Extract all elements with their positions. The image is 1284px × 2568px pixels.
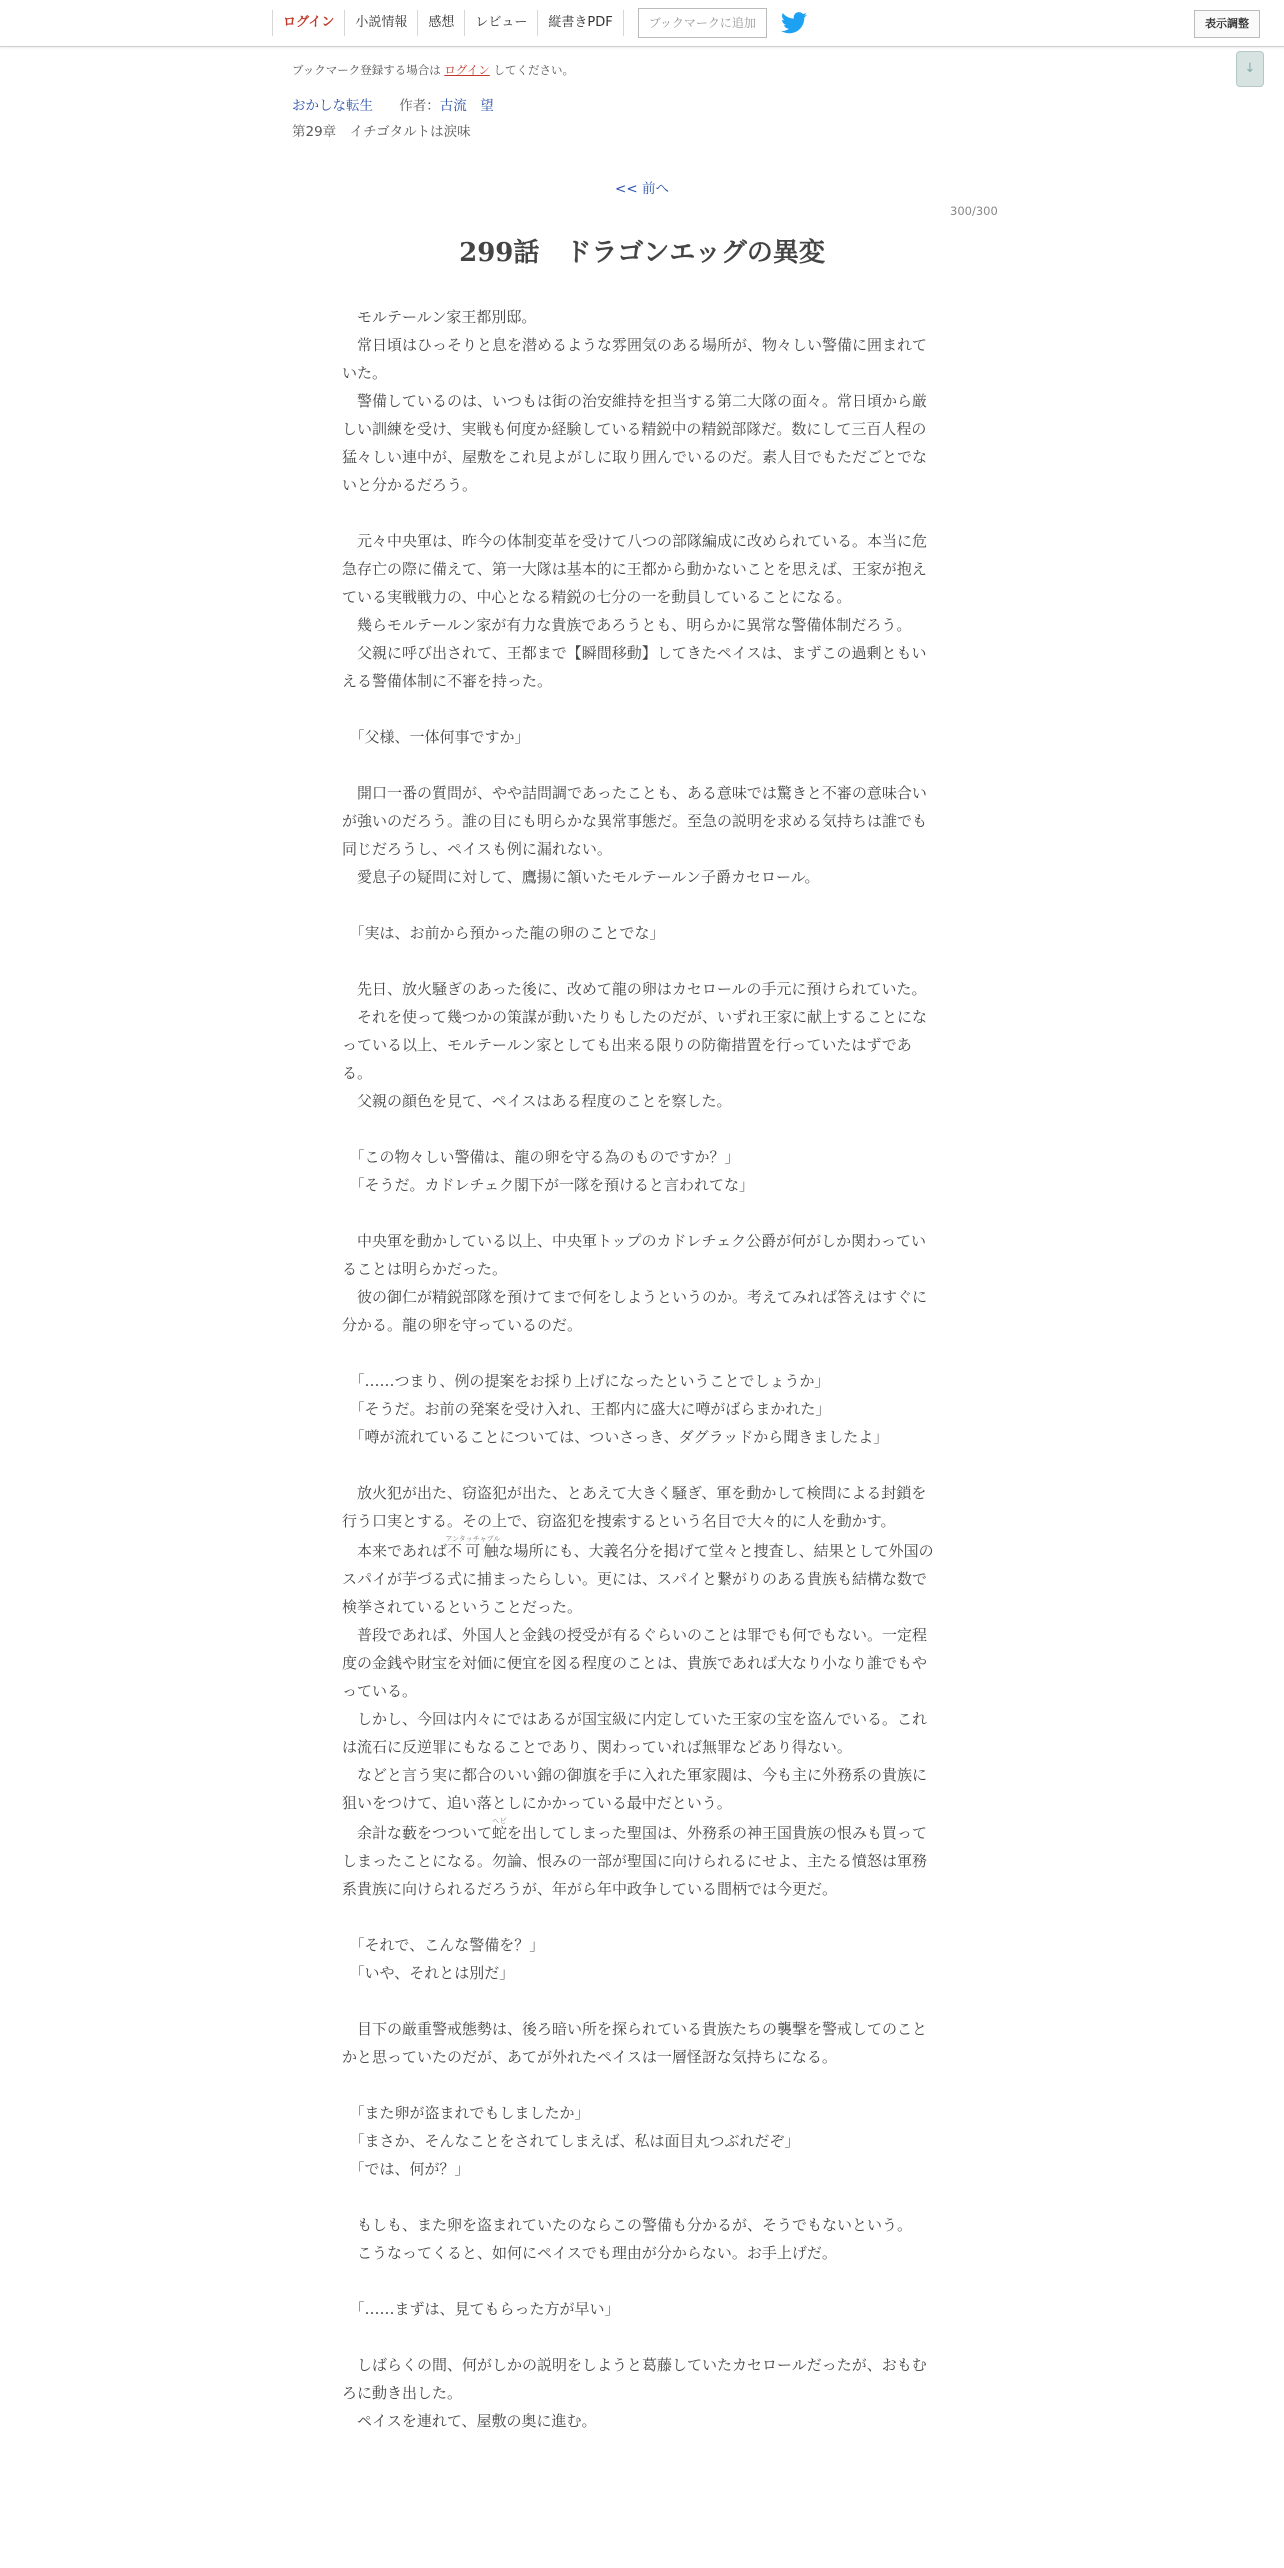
body-paragraph: 「……つまり、例の提案をお採り上げになったということでしょうか」 bbox=[342, 1372, 830, 1390]
body-paragraph: モルテールン家王都別邸。 bbox=[342, 308, 537, 326]
blank-line bbox=[342, 1451, 936, 1479]
ruby-base: 不可触 bbox=[445, 1542, 501, 1560]
body-paragraph bbox=[342, 1535, 936, 1621]
ruby-paragraph-pre: 本来であれば bbox=[342, 1542, 448, 1560]
novel-info bbox=[292, 62, 1012, 140]
body-paragraph: しかし、今回は内々にではあるが国宝級に内定していた王家の宝を盗んでいる。これは流石に反逆罪にもなることであり、関わっていれば無罪などあり得ない。 bbox=[342, 1710, 928, 1756]
prev-page-link[interactable]: << 前へ bbox=[615, 181, 669, 197]
body-paragraph: 「噂が流れていることについては、ついさっき、ダグラッドから聞きましたよ」 bbox=[342, 1428, 889, 1446]
series-title-link[interactable]: おかしな転生 bbox=[292, 98, 373, 114]
body-paragraph: 「まさか、そんなことをされてしまえば、私は面目丸つぶれだぞ」 bbox=[342, 2132, 800, 2150]
ruby-paragraph-post: を出してしまった聖国は、外務系の神王国貴族の恨みも買ってしまったことになる。勿論、恨みの一部が聖国に向けられるにせよ、主たる憤怒は軍務系貴族に向けられるだろうが、年がら年中政争している間柄では今更だ。 bbox=[342, 1824, 928, 1898]
login-link[interactable]: ログイン bbox=[444, 63, 490, 77]
body-paragraph: 中央軍を動かしている以上、中央軍トップのカドレチェク公爵が何がしか関わっていることは明らかだった。 bbox=[342, 1232, 926, 1278]
blank-line bbox=[342, 499, 936, 527]
body-paragraph: 先日、放火騒ぎのあった後に、改めて龍の卵はカセロールの手元に預けられていた。 bbox=[342, 980, 927, 998]
add-bookmark-button[interactable]: ブックマークに追加 bbox=[638, 8, 767, 38]
blank-line bbox=[342, 2267, 936, 2295]
body-paragraph: 「また卵が盗まれでもしましたか」 bbox=[342, 2104, 590, 2122]
body-paragraph: 「……まずは、見てもらった方が早い」 bbox=[342, 2300, 620, 2318]
ruby-paragraph-pre: 余計な藪をつついて bbox=[342, 1824, 493, 1842]
blank-line bbox=[342, 1199, 936, 1227]
ruby-base: 蛇 bbox=[492, 1824, 508, 1842]
ruby-annotation bbox=[445, 1535, 501, 1560]
nav-novel-info[interactable]: 小説情報 bbox=[344, 10, 417, 36]
body-paragraph: 「この物々しい警備は、龍の卵を守る為のものですか？」 bbox=[342, 1148, 740, 1166]
novel-body bbox=[342, 303, 936, 2435]
body-paragraph: 常日頃はひっそりと息を潜めるような雰囲気のある場所が、物々しい警備に囲まれていた。 bbox=[342, 336, 928, 382]
blank-line bbox=[342, 1115, 936, 1143]
body-paragraph: 父親の顔色を見て、ペイスはある程度のことを察した。 bbox=[342, 1092, 732, 1110]
body-paragraph: 放火犯が出た、窃盗犯が出た、とあえて大きく騒ぎ、軍を動かして検問による封鎖を行う口実とする。その上で、窃盗犯を捜索するという名目で大々的に人を動かす。 bbox=[342, 1484, 927, 1530]
author-link[interactable]: 古流 望 bbox=[439, 98, 494, 114]
body-paragraph: 「実は、お前から預かった龍の卵のことでな」 bbox=[342, 924, 665, 942]
blank-line bbox=[342, 751, 936, 779]
body-paragraph: ペイスを連れて、屋敷の奥に進む。 bbox=[342, 2412, 597, 2430]
ruby-paragraph-post: な場所にも、大義名分を掲げて堂々と捜査し、結果として外国のスパイが芋づる式に捕まったらしい。更には、スパイと繋がりのある貴族も結構な数で検挙されているということだった。 bbox=[342, 1542, 934, 1616]
body-paragraph: それを使って幾つかの策謀が動いたりもしたのだが、いずれ王家に献上することになっている以上、モルテールン家としても出来る限りの防衛措置を行っていたはずである。 bbox=[342, 1008, 928, 1082]
body-paragraph: 父親に呼び出されて、王都まで【瞬間移動】してきたペイスは、まずこの過剰ともいえる警備体制に不審を持った。 bbox=[342, 644, 927, 690]
body-paragraph: しばらくの間、何がしかの説明をしようと葛藤していたカセロールだったが、おもむろに動き出した。 bbox=[342, 2356, 927, 2402]
login-note-post: してください。 bbox=[493, 63, 574, 77]
body-paragraph: 元々中央軍は、昨今の体制変革を受けて八つの部隊編成に改められている。本当に危急存亡の際に備えて、第一大隊は基本的に王都から動かないことを思えば、王家が抱えている実戦戦力の、中心となる精鋭の七分の一を動員していることになる。 bbox=[342, 532, 928, 606]
blank-line bbox=[342, 1903, 936, 1931]
body-paragraph: 目下の厳重警戒態勢は、後ろ暗い所を探られている貴族たちの襲撃を警戒してのことかと思っていたのだが、あてが外れたペイスは一層怪訝な気持ちになる。 bbox=[342, 2020, 928, 2066]
chapter-title: 第29章 イチゴタルトは涙味 bbox=[292, 124, 471, 140]
nav-login[interactable]: ログイン bbox=[272, 10, 344, 36]
blank-line bbox=[342, 891, 936, 919]
ruby-reading: アンタッチャブル bbox=[445, 1535, 501, 1543]
body-paragraph: 普段であれば、外国人と金銭の授受が有るぐらいのことは罪でも何でもない。一定程度の金銭や財宝を対価に便宜を図る程度のことは、貴族であれば大なり小なり誰でもやっている。 bbox=[342, 1626, 928, 1700]
display-settings-button[interactable]: 表示調整 bbox=[1194, 10, 1260, 38]
ruby-annotation bbox=[492, 1817, 508, 1842]
body-paragraph: もしも、また卵を盗まれていたのならこの警備も分かるが、そうでもないという。 bbox=[342, 2216, 913, 2234]
series-line bbox=[292, 94, 1012, 114]
blank-line bbox=[342, 695, 936, 723]
blank-line bbox=[342, 2183, 936, 2211]
blank-line bbox=[342, 2323, 936, 2351]
login-note-pre: ブックマーク登録する場合は bbox=[292, 63, 441, 77]
blank-line bbox=[342, 947, 936, 975]
nav-review[interactable]: レビュー bbox=[464, 10, 537, 36]
body-paragraph: 「いや、それとは別だ」 bbox=[342, 1964, 515, 1982]
top-navbar bbox=[0, 0, 1284, 47]
body-paragraph: 「そうだ。お前の発案を受け入れ、王都内に盛大に噂がばらまかれた」 bbox=[342, 1400, 831, 1418]
body-paragraph: 「では、何が？」 bbox=[342, 2160, 470, 2178]
blank-line bbox=[342, 1339, 936, 1367]
blank-line bbox=[342, 1987, 936, 2015]
ruby-reading: ヘビ bbox=[492, 1817, 508, 1825]
body-paragraph: 彼の御仁が精鋭部隊を預けてまで何をしようというのか。考えてみれば答えはすぐに分かる。龍の卵を守っているのだ。 bbox=[342, 1288, 928, 1334]
body-paragraph: 「そうだ。カドレチェク閣下が一隊を預けると言われてな」 bbox=[342, 1176, 755, 1194]
header-nav bbox=[272, 0, 807, 46]
nav-vertical-pdf[interactable]: 縦書きPDF bbox=[537, 10, 623, 36]
twitter-bird-icon[interactable] bbox=[781, 12, 807, 34]
scroll-down-button[interactable]: ↓ bbox=[1236, 51, 1264, 87]
body-paragraph: 幾らモルテールン家が有力な貴族であろうとも、明らかに異常な警備体制だろう。 bbox=[342, 616, 912, 634]
body-paragraph: 愛息子の疑問に対して、鷹揚に頷いたモルテールン子爵カセロール。 bbox=[342, 868, 820, 886]
nav-impressions[interactable]: 感想 bbox=[417, 10, 464, 36]
body-paragraph: 「父様、一体何事ですか」 bbox=[342, 728, 530, 746]
blank-line bbox=[342, 2071, 936, 2099]
body-paragraph: 「それで、こんな警備を？」 bbox=[342, 1936, 545, 1954]
page-count: 300/300 bbox=[950, 204, 998, 218]
body-paragraph bbox=[342, 1817, 936, 1903]
body-paragraph: こうなってくると、如何にペイスでも理由が分からない。お手上げだ。 bbox=[342, 2244, 837, 2262]
body-paragraph: などと言う実に都合のいい錦の御旗を手に入れた軍家閥は、今も主に外務系の貴族に狙いをつけて、追い落としにかかっている最中だという。 bbox=[342, 1766, 928, 1812]
episode-title: 299話 ドラゴンエッグの異変 bbox=[459, 238, 825, 268]
login-note bbox=[292, 62, 1012, 78]
author-label: 作者： bbox=[399, 98, 440, 114]
body-paragraph: 開口一番の質問が、やや詰問調であったことも、ある意味では驚きと不審の意味合いが強いのだろう。誰の目にも明らかな異常事態だ。至急の説明を求める気持ちは誰でも同じだろうし、ペイスも例に漏れない。 bbox=[342, 784, 928, 858]
body-paragraph: 警備しているのは、いつもは街の治安維持を担当する第二大隊の面々。常日頃から厳しい訓練を受け、実戦も何度か経験している精鋭中の精鋭部隊だ。数にして三百人程の猛々しい連中が、屋敷をこれ見よがしに取り囲んでいるのだ。素人目でもただごとでないと分かるだろう。 bbox=[342, 392, 928, 494]
